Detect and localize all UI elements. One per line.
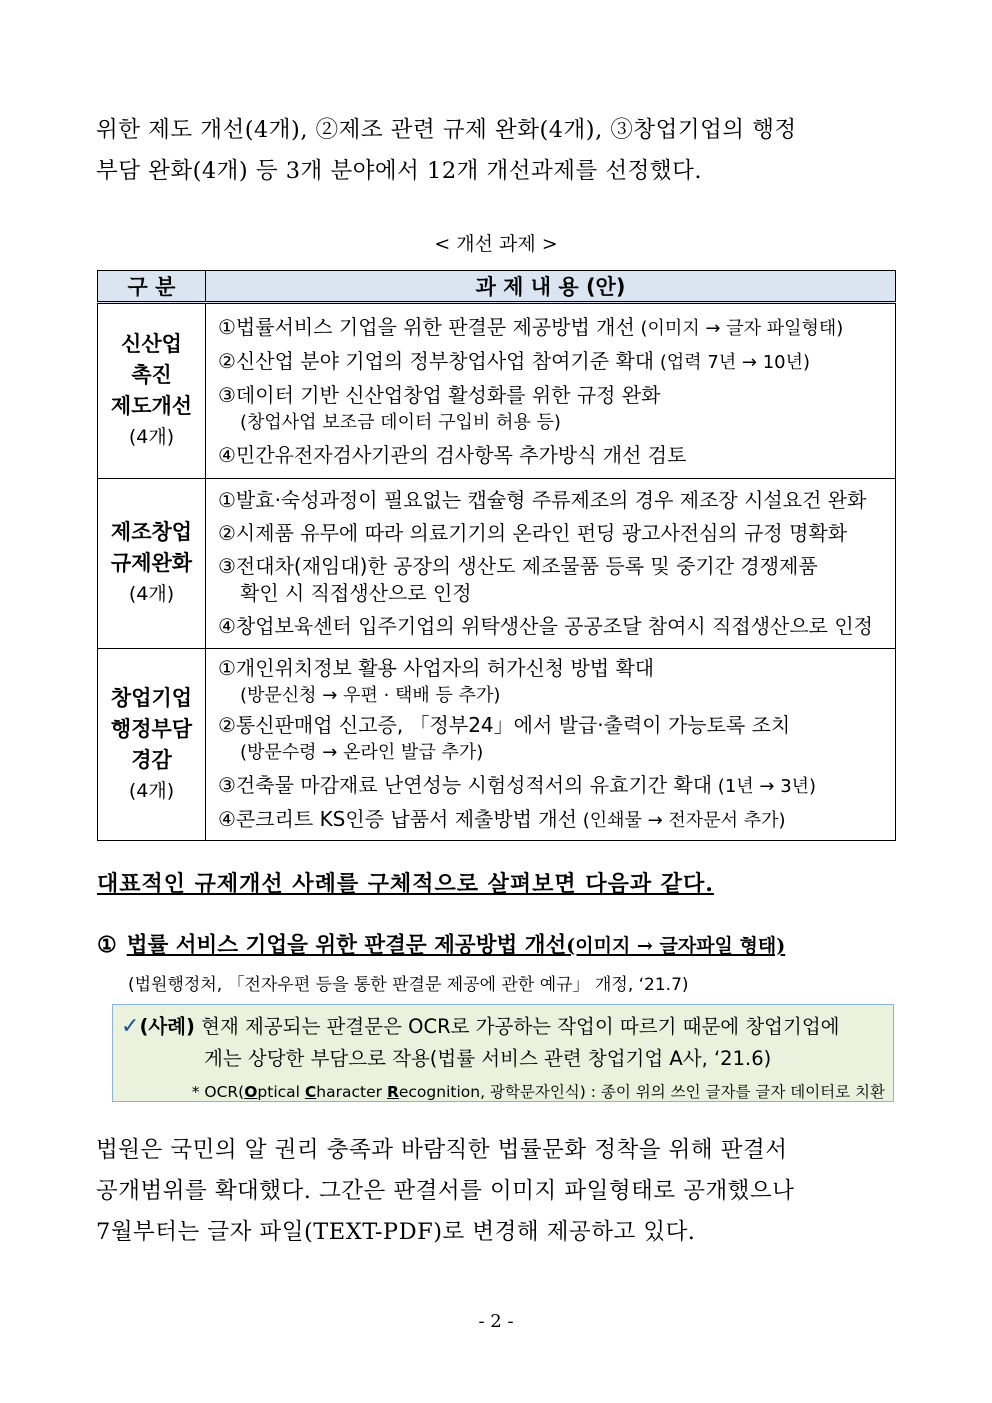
summary-heading: 대표적인 규제개선 사례를 구체적으로 살펴보면 다음과 같다. — [97, 871, 714, 897]
category-label: 촉진 — [131, 363, 172, 387]
header-category: 구 분 — [98, 271, 206, 303]
list-item: ①개인위치정보 활용 사업자의 허가신청 방법 확대 (방문신청 → 우편 · 택배 등 추가) — [218, 656, 655, 706]
list-item: ③전대차(재임대)한 공장의 생산도 제조물품 등록 및 중기간 경쟁제품 확인 시 직접생산으로 인정 — [218, 554, 818, 605]
category-label: 제조창업 — [110, 520, 193, 544]
list-item: ③데이터 기반 신산업창업 활성화를 위한 규정 완화 (창업사업 보조금 데이터 구입비 허용 등) — [218, 382, 661, 433]
category-label: 행정부담 — [110, 716, 193, 741]
items-cell — [206, 479, 896, 649]
body-line-1: 법원은 국민의 알 권리 충족과 바람직한 법률문화 정착을 위해 판결서 — [96, 1137, 788, 1163]
body-paragraph — [96, 1130, 896, 1253]
list-item: ④창업보육센터 입주기업의 위탁생산을 공공조달 참여시 직접생산으로 인정 — [218, 614, 873, 638]
intro-line-2: 부담 완화(4개) 등 3개 분야에서 12개 개선과제를 선정했다. — [96, 158, 702, 184]
case-example-box — [112, 1004, 894, 1102]
category-count: (4개) — [128, 426, 175, 448]
category-label: 창업기업 — [110, 685, 193, 710]
case-title-note: (이미지 → 글자파일 형태) — [566, 935, 786, 957]
reform-table — [97, 270, 896, 841]
list-item: ④콘크리트 KS인증 납품서 제출방법 개선 (인쇄물 → 전자문서 추가) — [218, 807, 786, 831]
checkmark-icon: ✓ — [121, 1014, 140, 1039]
category-count: (4개) — [128, 583, 175, 605]
table-row — [98, 479, 896, 649]
case-label: (사례) — [139, 1015, 195, 1038]
category-cell — [98, 303, 206, 479]
case-title: 법률 서비스 기업을 위한 판결문 제공방법 개선(이미지 → 글자파일 형태) — [126, 933, 786, 958]
header-content: 과 제 내 용 (안) — [206, 271, 896, 303]
table-row — [98, 303, 896, 479]
case-number: ① — [97, 932, 117, 958]
table-row — [98, 649, 896, 841]
category-label: 규제완화 — [110, 551, 193, 575]
ocr-footnote: * OCR(Optical Character Recognition, 광학문자인식) : 종이 위의 쓰인 글자를 글자 데이터로 치환 — [191, 1083, 885, 1101]
page-number: - 2 - — [478, 1311, 514, 1332]
intro-line-1: 위한 제도 개선(4개), ②제조 관련 규제 완화(4개), ③창업기업의 행정 — [96, 117, 797, 143]
list-item: ②시제품 유무에 따라 의료기기의 온라인 펀딩 광고사전심의 규정 명확화 — [218, 521, 848, 545]
list-item: ②통신판매업 신고증, 「정부24」에서 발급·출력이 가능토록 조치 (방문수령 → 온라인 발급 추가) — [218, 713, 791, 763]
list-item: ②신산업 분야 기업의 정부창업사업 참여기준 확대 (업력 7년 → 10년) — [218, 348, 811, 373]
category-cell — [98, 649, 206, 841]
items-cell — [206, 303, 896, 479]
table-caption: < 개선 과제 > — [434, 233, 558, 255]
category-label: 경감 — [131, 747, 172, 772]
body-line-3: 7월부터는 글자 파일(TEXT-PDF)로 변경해 제공하고 있다. — [96, 1219, 696, 1245]
category-cell — [98, 479, 206, 649]
list-item: ④민간유전자검사기관의 검사항목 추가방식 개선 검토 — [218, 442, 687, 467]
case-line-2: 게는 상당한 부담으로 작용(법률 서비스 관련 창업기업 A사, ‘21.6) — [204, 1047, 772, 1070]
category-count: (4개) — [128, 779, 175, 802]
items-cell — [206, 649, 896, 841]
category-label: 신산업 — [121, 332, 182, 356]
case-line-1: ✓(사례) 현재 제공되는 판결문은 OCR로 가공하는 작업이 따르기 때문에 창업기업에 — [121, 1014, 840, 1039]
list-item: ③건축물 마감재료 난연성능 시험성적서의 유효기간 확대 (1년 → 3년) — [218, 773, 817, 797]
case-heading — [97, 928, 785, 959]
body-line-2: 공개범위를 확대했다. 그간은 판결서를 이미지 파일형태로 공개했으나 — [96, 1178, 795, 1204]
case-source: (법원행정처, 「전자우편 등을 통한 판결문 제공에 관한 예규」 개정, ‘21.7) — [128, 975, 689, 995]
category-label: 제도개선 — [110, 394, 193, 418]
intro-paragraph — [96, 110, 896, 192]
list-item: ①법률서비스 기업을 위한 판결문 제공방법 개선 (이미지 → 글자 파일형태) — [218, 314, 844, 339]
list-item: ①발효·숙성과정이 필요없는 캡슐형 주류제조의 경우 제조장 시설요건 완화 — [218, 488, 867, 512]
